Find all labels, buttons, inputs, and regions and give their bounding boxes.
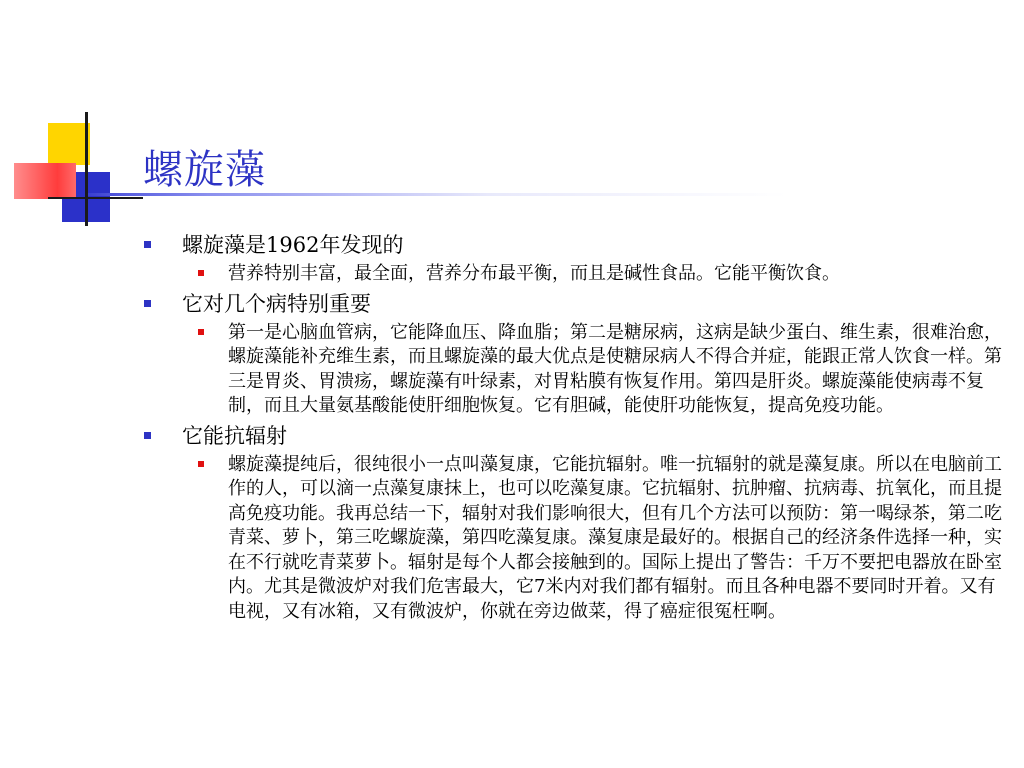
sub-bullet-3 <box>228 453 1008 625</box>
square-bullet-icon <box>144 300 151 307</box>
small-square-bullet-icon <box>198 329 204 335</box>
section-detail: 第一是心脑血管病，它能降血压、降血脂；第二是糖尿病，这病是缺少蛋白、维生素，很难治愈，螺旋藻能补充维生素，而且螺旋藻的最大优点是使糖尿病人不得合并症，能跟正常人饮食一样。第三是胃炎、胃溃疡，螺旋藻有叶绿素，对胃粘膜有恢复作用。第四是肝炎。螺旋藻能使病毒不复制，而且大量氨基酸能使肝细胞恢复。它有胆碱，能使肝功能恢复，提高免疫功能。 <box>228 321 1002 416</box>
small-square-bullet-icon <box>198 270 204 276</box>
title-underline-container <box>0 0 1024 230</box>
section-heading: 它能抗辐射 <box>182 423 287 448</box>
section-detail: 螺旋藻提纯后，很纯很小一点叫藻复康，它能抗辐射。唯一抗辐射的就是藻复康。所以在电脑前工作的人，可以滴一点藻复康抹上，也可以吃藻复康。它抗辐射、抗肿瘤、抗病毒、抗氧化，而且提高免疫功能。我再总结一下，辐射对我们影响很大，但有几个方法可以预防：第一喝绿茶，第二吃青菜、萝卜，第三吃螺旋藻，第四吃藻复康。藻复康是最好的。根据自己的经济条件选择一种，实在不行就吃青菜萝卜。辐射是每个人都会接触到的。国际上提出了警告：千万不要把电器放在卧室内。尤其是微波炉对我们危害最大，它7米内对我们都有辐射。而且各种电器不要同时开着。又有电视，又有冰箱，又有微波炉，你就在旁边做菜，得了癌症很冤枉啊。 <box>228 453 1002 622</box>
sub-bullet-2 <box>228 321 1008 419</box>
bullet-section-1 <box>140 232 1010 258</box>
slide-content <box>140 232 1010 628</box>
small-square-bullet-icon <box>198 461 204 467</box>
section-heading: 螺旋藻是1962年发现的 <box>182 233 404 257</box>
section-heading: 它对几个病特别重要 <box>182 291 371 316</box>
slide-title: 螺旋藻 <box>143 147 266 193</box>
sub-bullet-1 <box>228 262 1008 287</box>
square-bullet-icon <box>144 432 151 439</box>
bullet-section-3 <box>140 423 1010 449</box>
square-bullet-icon <box>144 241 151 248</box>
section-detail: 营养特别丰富，最全面，营养分布最平衡，而且是碱性食品。它能平衡饮食。 <box>228 263 840 284</box>
bullet-section-2 <box>140 291 1010 317</box>
